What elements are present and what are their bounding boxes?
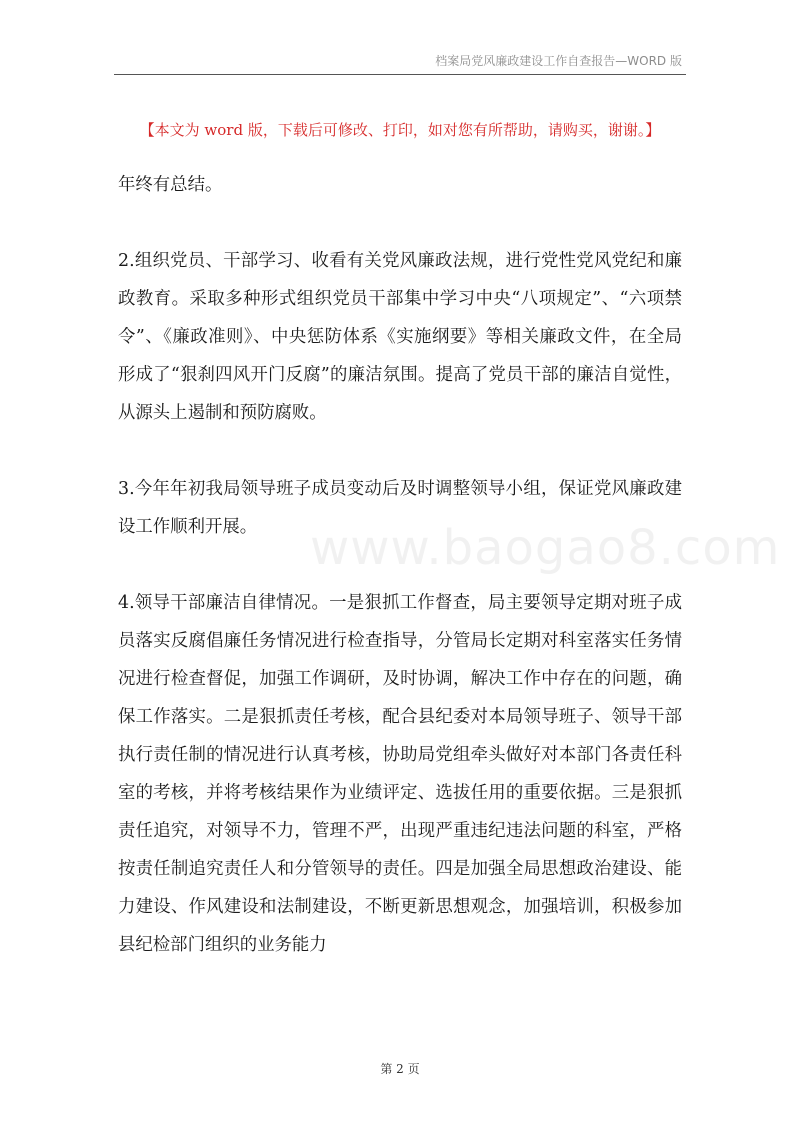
purchase-notice: 【本文为 word 版，下载后可修改、打印，如对您有所帮助，请购买，谢谢。】 xyxy=(139,121,661,139)
paragraph-item-4: 4.领导干部廉洁自律情况。一是狠抓工作督查，局主要领导定期对班子成员落实反腐倡廉任务情况进行检查指导，分管局长定期对科室落实任务情况进行检查督促，加强工作调研，及时协调，解决工作中存在的问题，确保工作落实。二是狠抓责任考核，配合县纪委对本局领导班子、领导干部执行责任制的情况进行认真考核，协助局党组牵头做好对本部门各责任科室的考核，并将考核结果作为业绩评定、选拔任用的重要依据。三是狠抓责任追究，对领导不力，管理不严，出现严重违纪违法问题的科室，严格按责任制追究责任人和分管领导的责任。四是加强全局思想政治建设、能力建设、作风建设和法制建设，不断更新思想观念，加强培训，积极参加县纪检部门组织的业务能力 xyxy=(118,593,682,955)
page-number: 第 2 页 xyxy=(380,1062,420,1076)
header-divider xyxy=(114,74,686,75)
page-header-title: 档案局党风廉政建设工作自查报告—WORD 版 xyxy=(435,54,682,68)
paragraph-item-2: 2.组织党员、干部学习、收看有关党风廉政法规，进行党性党风党纪和廉政教育。采取多种形式组织党员干部集中学习中央“八项规定”、“六项禁令”、《廉政准则》、中央惩防体系《实施纲要》等相关廉政文件，在全局形成了“狠刹四风开门反腐”的廉洁氛围。提高了党员干部的廉洁自觉性，从源头上遏制和预防腐败。 xyxy=(118,251,682,423)
paragraph-item-3: 3.今年年初我局领导班子成员变动后及时调整领导小组，保证党风廉政建设工作顺利开展。 xyxy=(118,479,682,537)
watermark-text: www.baogao8.com xyxy=(310,520,781,576)
paragraph-summary: 年终有总结。 xyxy=(118,175,223,195)
